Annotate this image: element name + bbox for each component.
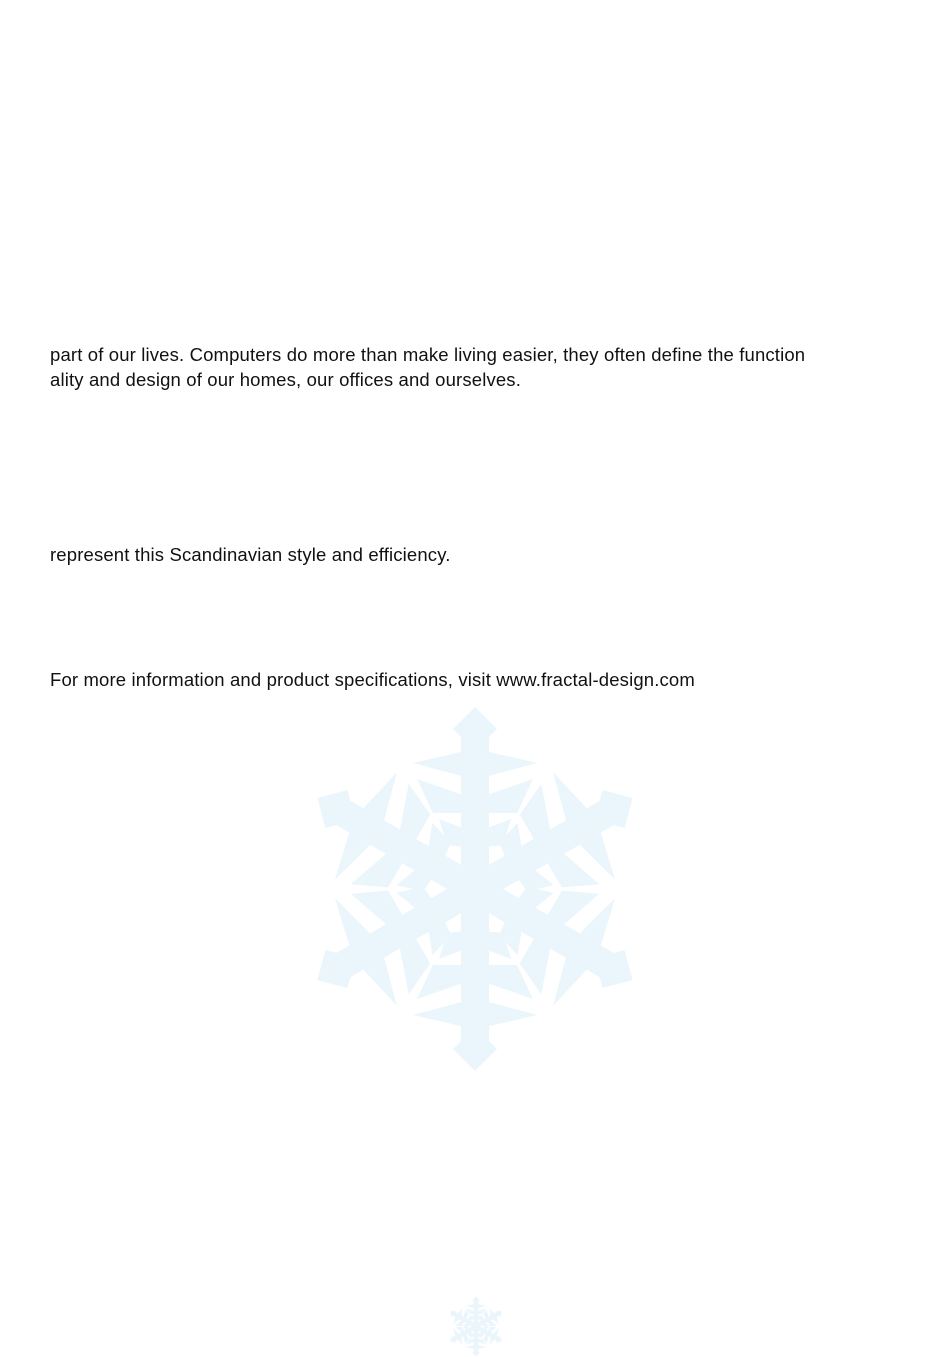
intro-line-2: ality and design of our homes, our offices and ourselves. [50,369,521,390]
intro-line-1: part of our lives. Computers do more than make living easier, they often define the function [50,344,806,365]
small-snowflake-icon [446,1296,506,1357]
more-info-paragraph: For more information and product specifications, visit www.fractal-design.com [50,669,695,690]
snowflake-icon [305,703,645,1075]
intro-paragraph [50,342,910,392]
style-paragraph: represent this Scandinavian style and efficiency. [50,544,451,565]
